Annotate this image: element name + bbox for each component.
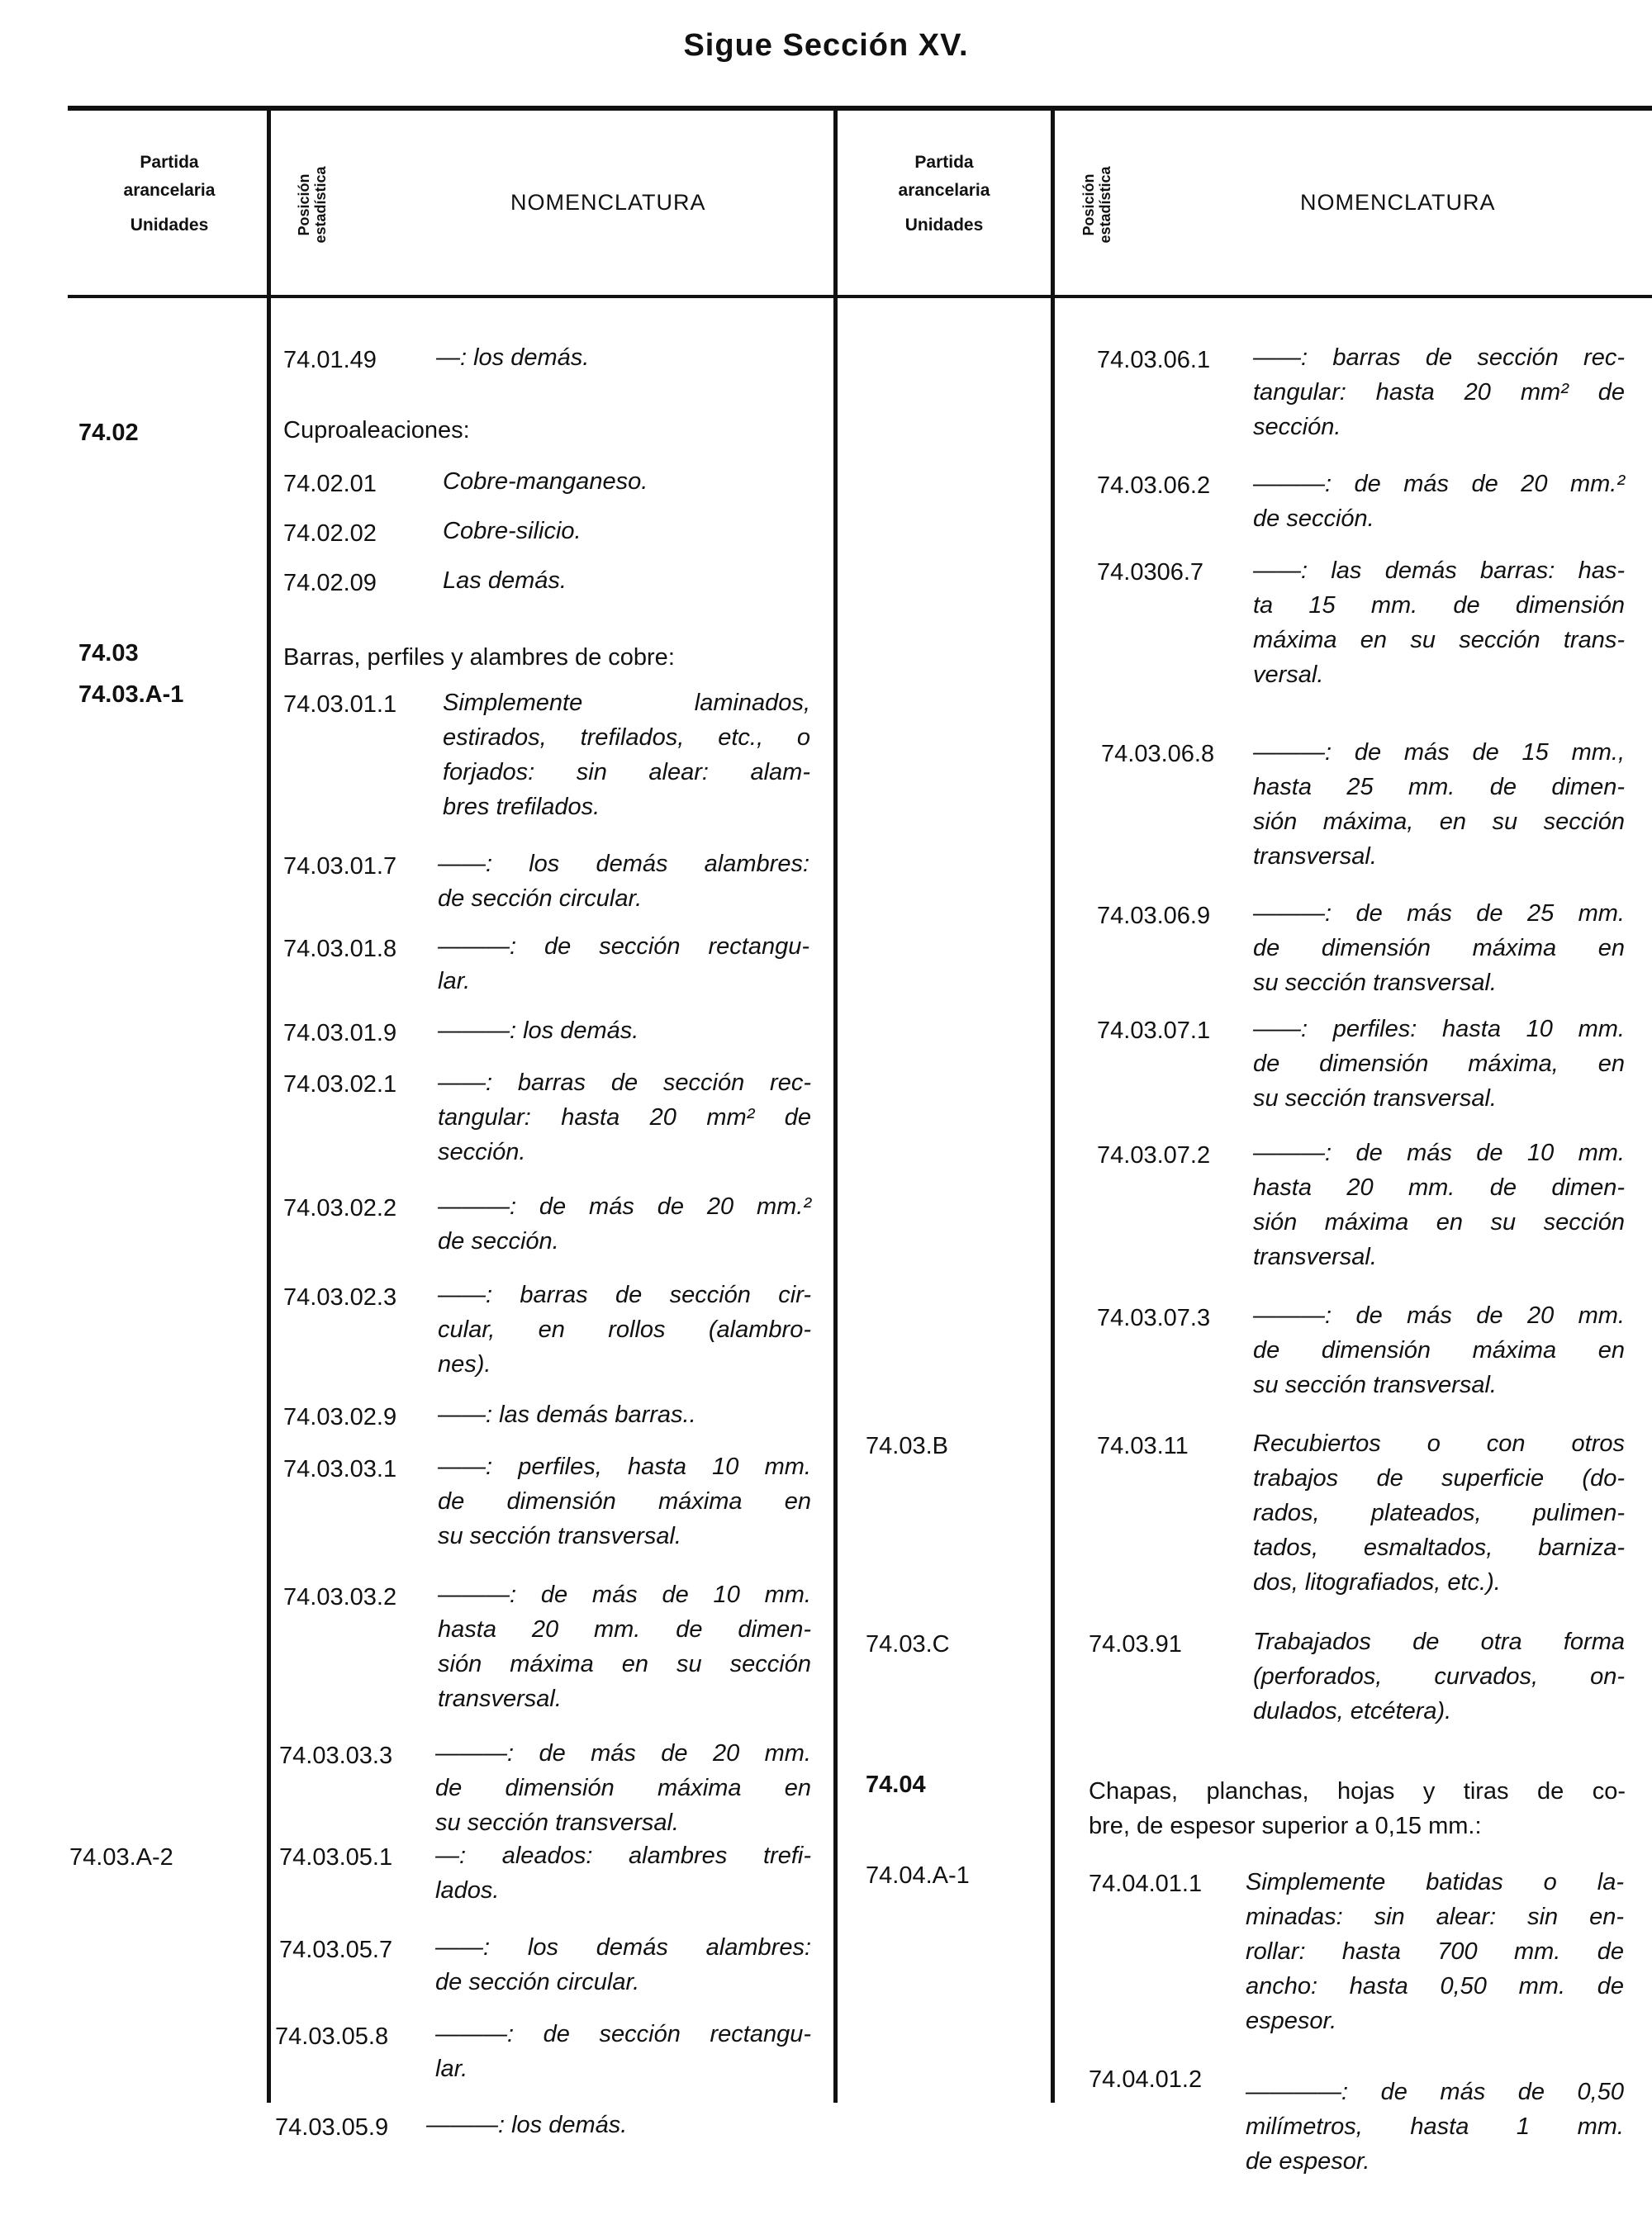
- text-line: hasta 25 mm. de dimen-: [1253, 774, 1625, 800]
- text-line: tangular: hasta 20 mm² de: [438, 1104, 811, 1131]
- partida-code: 74.04.A-1: [866, 1862, 970, 1889]
- text-line: Simplemente batidas o la-: [1246, 1869, 1624, 1895]
- header-top-rule: [68, 106, 1652, 111]
- text-line: tados, esmaltados, barniza-: [1253, 1535, 1625, 1561]
- nomenclatura-text: [1246, 1865, 1624, 2038]
- text-line: estirados, trefilados, etc., o: [443, 724, 810, 751]
- nomenclatura-text: [438, 1577, 811, 1716]
- nomenclatura-text: [438, 1397, 809, 1432]
- posicion-code: 74.0306.7: [1097, 559, 1204, 586]
- header-partida-line: Unidades: [130, 216, 209, 235]
- text-line: de dimensión máxima en: [438, 1488, 811, 1515]
- header-partida-line: Partida: [140, 153, 199, 172]
- header-partida-line: Partida: [914, 153, 974, 172]
- text-line: de sección circular.: [438, 885, 643, 912]
- text-line: rados, plateados, pulimen-: [1253, 1500, 1625, 1526]
- posicion-code: 74.03.03.2: [283, 1584, 397, 1610]
- posicion-code: 74.03.02.9: [283, 1404, 397, 1430]
- text-line: ———: los demás.: [426, 2112, 628, 2138]
- partida-code: 74.03.C: [866, 1631, 950, 1658]
- nomenclatura-text: [435, 1736, 811, 1840]
- text-line: ——: los demás alambres:: [435, 1934, 811, 1961]
- header-partida-right: [841, 149, 1047, 240]
- text-line: sección.: [1253, 414, 1341, 440]
- posicion-code: 74.03.06.2: [1097, 472, 1211, 499]
- header-partida-line: Unidades: [904, 216, 984, 235]
- text-line: ——: los demás alambres:: [438, 851, 809, 877]
- posicion-code: 74.03.05.9: [275, 2114, 389, 2141]
- text-line: sión máxima en su sección: [1253, 1209, 1625, 1236]
- posicion-code: 74.03.06.1: [1097, 347, 1211, 373]
- text-line: —: aleados: alambres trefi-: [435, 1843, 811, 1869]
- posicion-code: 74.03.03.3: [279, 1743, 393, 1769]
- posicion-code: 74.03.06.9: [1097, 903, 1211, 929]
- header-partida-line: arancelaria: [123, 181, 216, 200]
- text-line: ————: de más de 0,50: [1246, 2079, 1624, 2105]
- posicion-code: 74.02.02: [283, 520, 377, 547]
- nomenclatura-text: [436, 340, 808, 375]
- nomenclatura-text: [1246, 2075, 1624, 2179]
- nomenclatura-text: [1253, 467, 1625, 536]
- text-line: cular, en rollos (alambro-: [438, 1316, 811, 1343]
- nomenclatura-text: [1253, 1298, 1625, 1402]
- partida-code: 74.03.B: [866, 1433, 948, 1459]
- text-line: Recubiertos o con otros: [1253, 1430, 1625, 1457]
- partida-code: 74.03.A-1: [78, 681, 184, 708]
- text-line: Barras, perfiles y alambres de cobre:: [283, 644, 675, 671]
- nomenclatura-text: [443, 464, 814, 499]
- text-line: ———: de sección rectangu-: [438, 933, 809, 960]
- text-line: ——: barras de sección rec-: [438, 1070, 811, 1096]
- header-nomenclatura-left: NOMENCLATURA: [510, 190, 706, 215]
- text-line: ———: de más de 10 mm.: [1253, 1140, 1625, 1166]
- header-posicion-line: estadística: [312, 166, 329, 244]
- posicion-code: 74.02.01: [283, 471, 377, 497]
- posicion-code: 74.04.01.2: [1089, 2066, 1203, 2093]
- posicion-code: 74.03.05.1: [279, 1844, 393, 1871]
- posicion-code: 74.03.03.1: [283, 1456, 397, 1482]
- text-line: lar.: [435, 2056, 468, 2082]
- nomenclatura-text: [438, 847, 809, 916]
- text-line: milímetros, hasta 1 mm.: [1246, 2113, 1624, 2140]
- header-partida-left: [74, 149, 264, 240]
- nomenclatura-text: [1253, 896, 1625, 1000]
- header-posicion-line: Posición: [1080, 173, 1097, 236]
- text-line: ———: de más de 20 mm.: [435, 1740, 811, 1767]
- posicion-code: 74.03.02.3: [283, 1284, 397, 1311]
- nomenclatura-text: [443, 563, 814, 598]
- posicion-code: 74.03.05.8: [275, 2023, 389, 2050]
- posicion-code: 74.03.01.9: [283, 1020, 397, 1046]
- text-line: su sección transversal.: [1253, 1085, 1497, 1112]
- column-divider-3: [1051, 108, 1055, 2103]
- text-line: rollar: hasta 700 mm. de: [1246, 1938, 1624, 1965]
- text-line: bre, de espesor superior a 0,15 mm.:: [1089, 1813, 1482, 1839]
- section-heading: [283, 640, 828, 675]
- text-line: transversal.: [438, 1686, 562, 1712]
- text-line: ———: de más de 15 mm.,: [1253, 739, 1625, 766]
- nomenclatura-text: [438, 1013, 809, 1048]
- posicion-code: 74.03.01.7: [283, 853, 397, 880]
- text-line: hasta 20 mm. de dimen-: [438, 1616, 811, 1643]
- text-line: ——: barras de sección cir-: [438, 1282, 811, 1308]
- nomenclatura-text: [426, 2108, 806, 2142]
- nomenclatura-text: [438, 1449, 811, 1554]
- text-line: de dimensión máxima en: [1253, 935, 1625, 961]
- text-line: ———: de más de 20 mm.²: [438, 1193, 811, 1220]
- nomenclatura-text: [1253, 553, 1625, 692]
- nomenclatura-text: [438, 929, 809, 999]
- text-line: hasta 20 mm. de dimen-: [1253, 1174, 1625, 1201]
- nomenclatura-text: [1253, 1136, 1625, 1274]
- posicion-code: 74.03.01.1: [283, 691, 397, 718]
- text-line: máxima en su sección trans-: [1253, 627, 1625, 653]
- text-line: ——: las demás barras: has-: [1253, 557, 1625, 584]
- text-line: su sección transversal.: [1253, 970, 1497, 996]
- text-line: de dimensión máxima, en: [1253, 1051, 1625, 1077]
- nomenclatura-text: [438, 1189, 811, 1259]
- posicion-code: 74.03.06.8: [1101, 741, 1215, 767]
- text-line: forjados: sin alear: alam-: [443, 759, 810, 785]
- text-line: Las demás.: [443, 567, 567, 594]
- nomenclatura-text: [1253, 1012, 1625, 1116]
- text-line: de espesor.: [1246, 2148, 1370, 2175]
- nomenclatura-text: [443, 514, 814, 548]
- posicion-code: 74.03.02.2: [283, 1195, 397, 1221]
- posicion-code: 74.03.01.8: [283, 936, 397, 962]
- text-line: de dimensión máxima en: [1253, 1337, 1625, 1364]
- nomenclatura-text: [1253, 1426, 1625, 1600]
- text-line: de sección.: [1253, 505, 1374, 532]
- text-line: lados.: [435, 1877, 500, 1904]
- text-line: trabajos de superficie (do-: [1253, 1465, 1625, 1492]
- text-line: lar.: [438, 968, 471, 994]
- posicion-code: 74.03.91: [1089, 1631, 1182, 1658]
- text-line: Trabajados de otra forma: [1253, 1629, 1625, 1655]
- text-line: tangular: hasta 20 mm² de: [1253, 379, 1625, 406]
- text-line: Simplemente laminados,: [443, 690, 810, 716]
- text-line: minadas: sin alear: sin en-: [1246, 1904, 1624, 1930]
- nomenclatura-text: [435, 1930, 811, 1999]
- header-nomenclatura-right: NOMENCLATURA: [1300, 190, 1496, 215]
- text-line: su sección transversal.: [1253, 1372, 1497, 1398]
- text-line: ———: de sección rectangu-: [435, 2021, 811, 2047]
- nomenclatura-text: [438, 1278, 811, 1382]
- posicion-code: 74.03.07.1: [1097, 1017, 1211, 1044]
- posicion-code: 74.02.09: [283, 570, 377, 596]
- nomenclatura-text: [435, 1838, 811, 1908]
- nomenclatura-text: [1253, 735, 1625, 874]
- text-line: de sección circular.: [435, 1969, 640, 1995]
- text-line: ———: de más de 20 mm.: [1253, 1302, 1625, 1329]
- text-line: dulados, etcétera).: [1253, 1698, 1452, 1724]
- text-line: ———: de más de 20 mm.²: [1253, 471, 1625, 497]
- nomenclatura-text: [443, 685, 810, 824]
- text-line: de dimensión máxima en: [435, 1775, 811, 1801]
- text-line: sión máxima, en su sección: [1253, 809, 1625, 835]
- text-line: —: los demás.: [436, 344, 590, 371]
- text-line: nes).: [438, 1351, 491, 1378]
- nomenclatura-text: [435, 2017, 811, 2086]
- posicion-code: 74.03.07.2: [1097, 1142, 1211, 1169]
- text-line: ———: de más de 10 mm.: [438, 1582, 811, 1608]
- text-line: espesor.: [1246, 2008, 1337, 2034]
- text-line: dos, litografiados, etc.).: [1253, 1569, 1501, 1596]
- page-title: Sigue Sección XV.: [683, 28, 969, 63]
- text-line: (perforados, curvados, on-: [1253, 1663, 1625, 1690]
- posicion-code: 74.03.05.7: [279, 1937, 393, 1963]
- header-posicion-line: Posición: [296, 173, 312, 236]
- posicion-code: 74.03.02.1: [283, 1071, 397, 1098]
- text-line: sección.: [438, 1139, 526, 1165]
- text-line: versal.: [1253, 662, 1324, 688]
- partida-code: 74.02: [78, 420, 139, 446]
- posicion-code: 74.03.07.3: [1097, 1305, 1211, 1331]
- text-line: ta 15 mm. de dimensión: [1253, 592, 1625, 619]
- posicion-code: 74.03.11: [1097, 1433, 1189, 1459]
- posicion-code: 74.04.01.1: [1089, 1871, 1203, 1897]
- header-posicion-left: [296, 147, 329, 263]
- text-line: sión máxima en su sección: [438, 1651, 811, 1677]
- text-line: Cobre-silicio.: [443, 518, 582, 544]
- text-line: su sección transversal.: [438, 1523, 681, 1549]
- text-line: bres trefilados.: [443, 794, 601, 820]
- text-line: ———: de más de 25 mm.: [1253, 900, 1625, 927]
- text-line: ———: los demás.: [438, 1017, 639, 1044]
- text-line: Cuproaleaciones:: [283, 417, 470, 444]
- header-posicion-line: estadística: [1097, 166, 1113, 244]
- text-line: su sección transversal.: [435, 1810, 679, 1836]
- text-line: transversal.: [1253, 1244, 1377, 1270]
- nomenclatura-text: [1253, 1625, 1625, 1729]
- column-divider-2: [833, 108, 838, 2103]
- text-line: ——: barras de sección rec-: [1253, 344, 1625, 371]
- text-line: ——: perfiles, hasta 10 mm.: [438, 1454, 811, 1480]
- section-heading: [1089, 1774, 1626, 1843]
- partida-code: 74.03: [78, 640, 139, 666]
- text-line: Cobre-manganeso.: [443, 468, 648, 495]
- section-heading: [283, 413, 812, 448]
- text-line: ancho: hasta 0,50 mm. de: [1246, 1973, 1624, 1999]
- partida-code: 74.04: [866, 1772, 926, 1798]
- column-divider-1: [267, 108, 271, 2103]
- text-line: Chapas, planchas, hojas y tiras de co-: [1089, 1778, 1626, 1805]
- header-partida-line: arancelaria: [898, 181, 990, 200]
- header-bottom-rule: [68, 295, 1652, 298]
- posicion-code: 74.01.49: [283, 347, 377, 373]
- partida-code: 74.03.A-2: [69, 1844, 173, 1871]
- nomenclatura-text: [438, 1065, 811, 1169]
- header-posicion-right: [1080, 147, 1113, 263]
- text-line: ——: las demás barras..: [438, 1402, 696, 1428]
- nomenclatura-text: [1253, 340, 1625, 444]
- text-line: de sección.: [438, 1228, 559, 1255]
- text-line: ——: perfiles: hasta 10 mm.: [1253, 1016, 1625, 1042]
- text-line: transversal.: [1253, 843, 1377, 870]
